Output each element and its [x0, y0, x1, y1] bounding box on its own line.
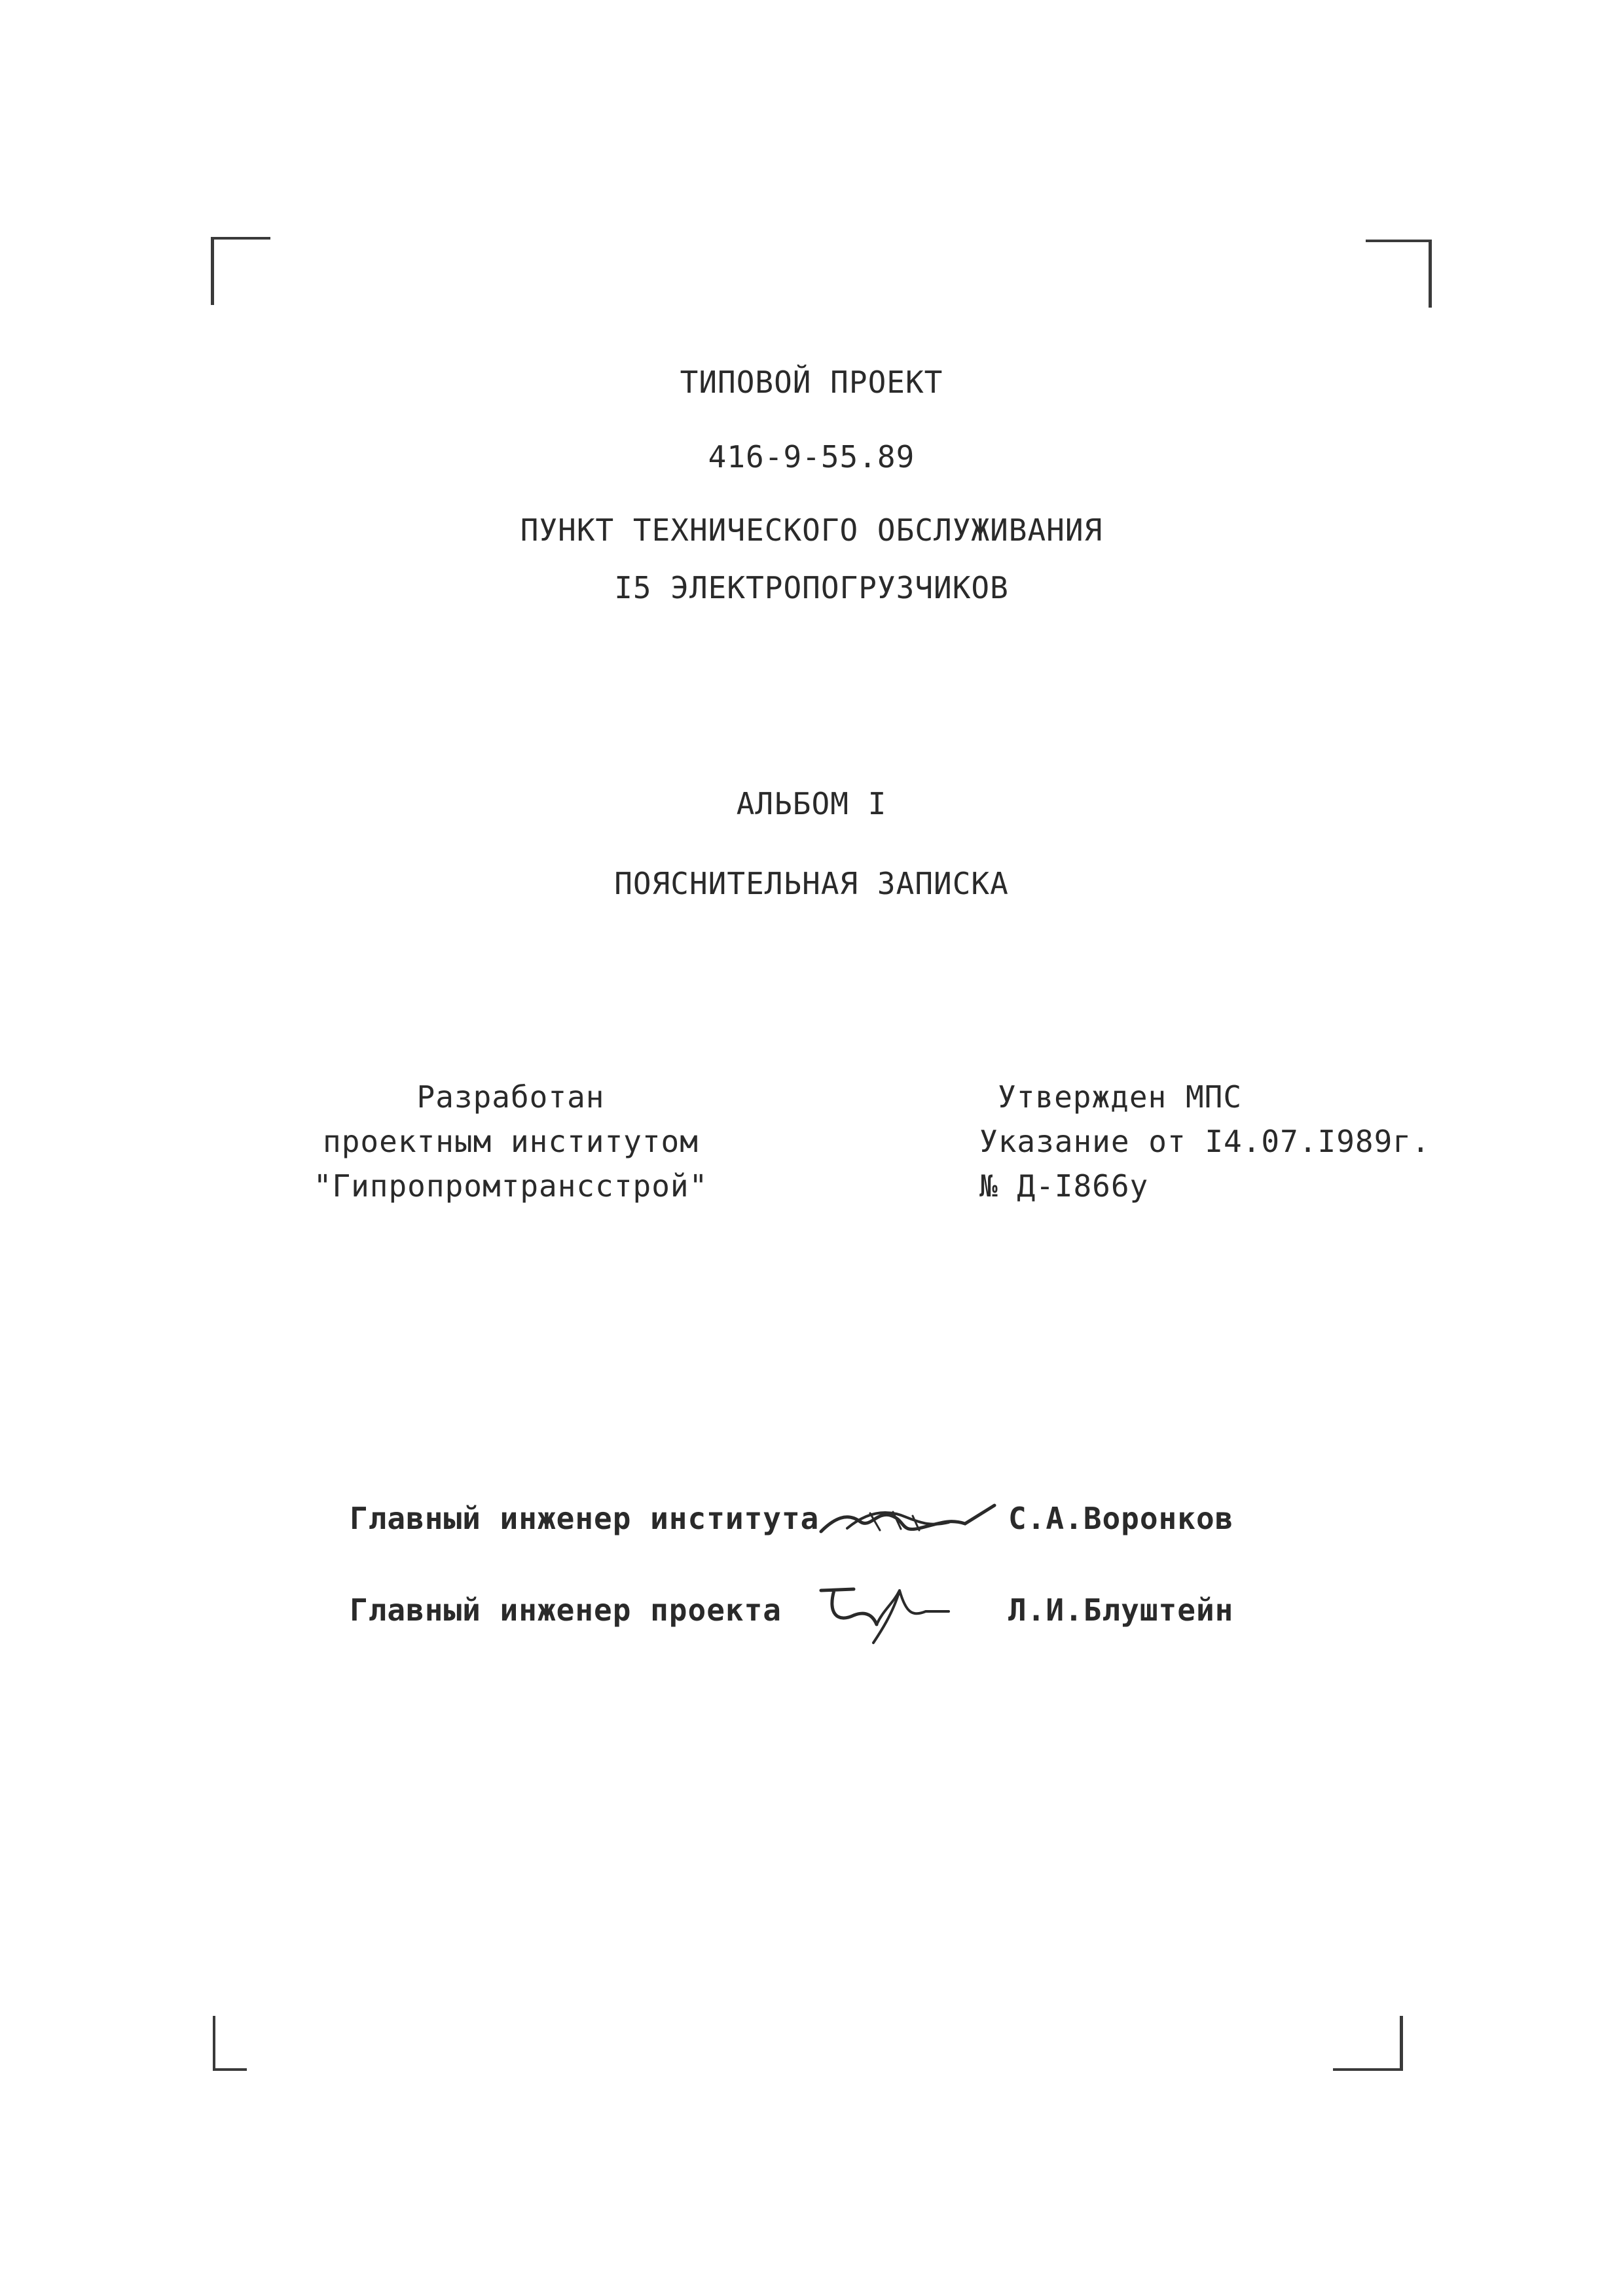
- approval-line1: Утвержден МПС: [998, 1079, 1243, 1115]
- corner-mark-top-left: [211, 237, 270, 305]
- signature-role: Главный инженер института: [350, 1501, 820, 1536]
- developer-line1: Разработан: [416, 1079, 605, 1115]
- album-subtitle: ПОЯСНИТЕЛЬНАЯ ЗАПИСКА: [614, 866, 1009, 901]
- signature-row-institute: [350, 1492, 1332, 1551]
- project-type-heading: ТИПОВОЙ ПРОЕКТ: [680, 365, 943, 400]
- signature-row-project: [350, 1584, 1332, 1643]
- corner-mark-bottom-left: [213, 2016, 247, 2071]
- approval-block: [979, 1079, 1438, 1204]
- corner-mark-top-right: [1366, 240, 1432, 308]
- album-label: АЛЬБОМ I: [736, 786, 887, 821]
- developer-block: [308, 1079, 714, 1204]
- signature-role: Главный инженер проекта: [350, 1592, 782, 1628]
- handwritten-signature-icon: [808, 1577, 958, 1649]
- project-title-line1: ПУНКТ ТЕХНИЧЕСКОГО ОБСЛУЖИВАНИЯ: [520, 512, 1103, 548]
- developer-line3: "Гипропромтрансстрой": [313, 1168, 708, 1204]
- developer-line2: проектным институтом: [323, 1124, 699, 1159]
- project-title-line2: I5 ЭЛЕКТРОПОГРУЗЧИКОВ: [614, 570, 1009, 605]
- signature-name: С.А.Воронков: [1008, 1501, 1234, 1536]
- project-number: 416-9-55.89: [708, 439, 915, 475]
- approval-line3: № Д-I866у: [979, 1168, 1149, 1204]
- handwritten-signature-icon: [808, 1492, 1004, 1551]
- corner-mark-bottom-right: [1333, 2016, 1403, 2071]
- signature-name: Л.И.Блуштейн: [1008, 1592, 1234, 1628]
- approval-line2: Указание от I4.07.I989г.: [979, 1124, 1431, 1159]
